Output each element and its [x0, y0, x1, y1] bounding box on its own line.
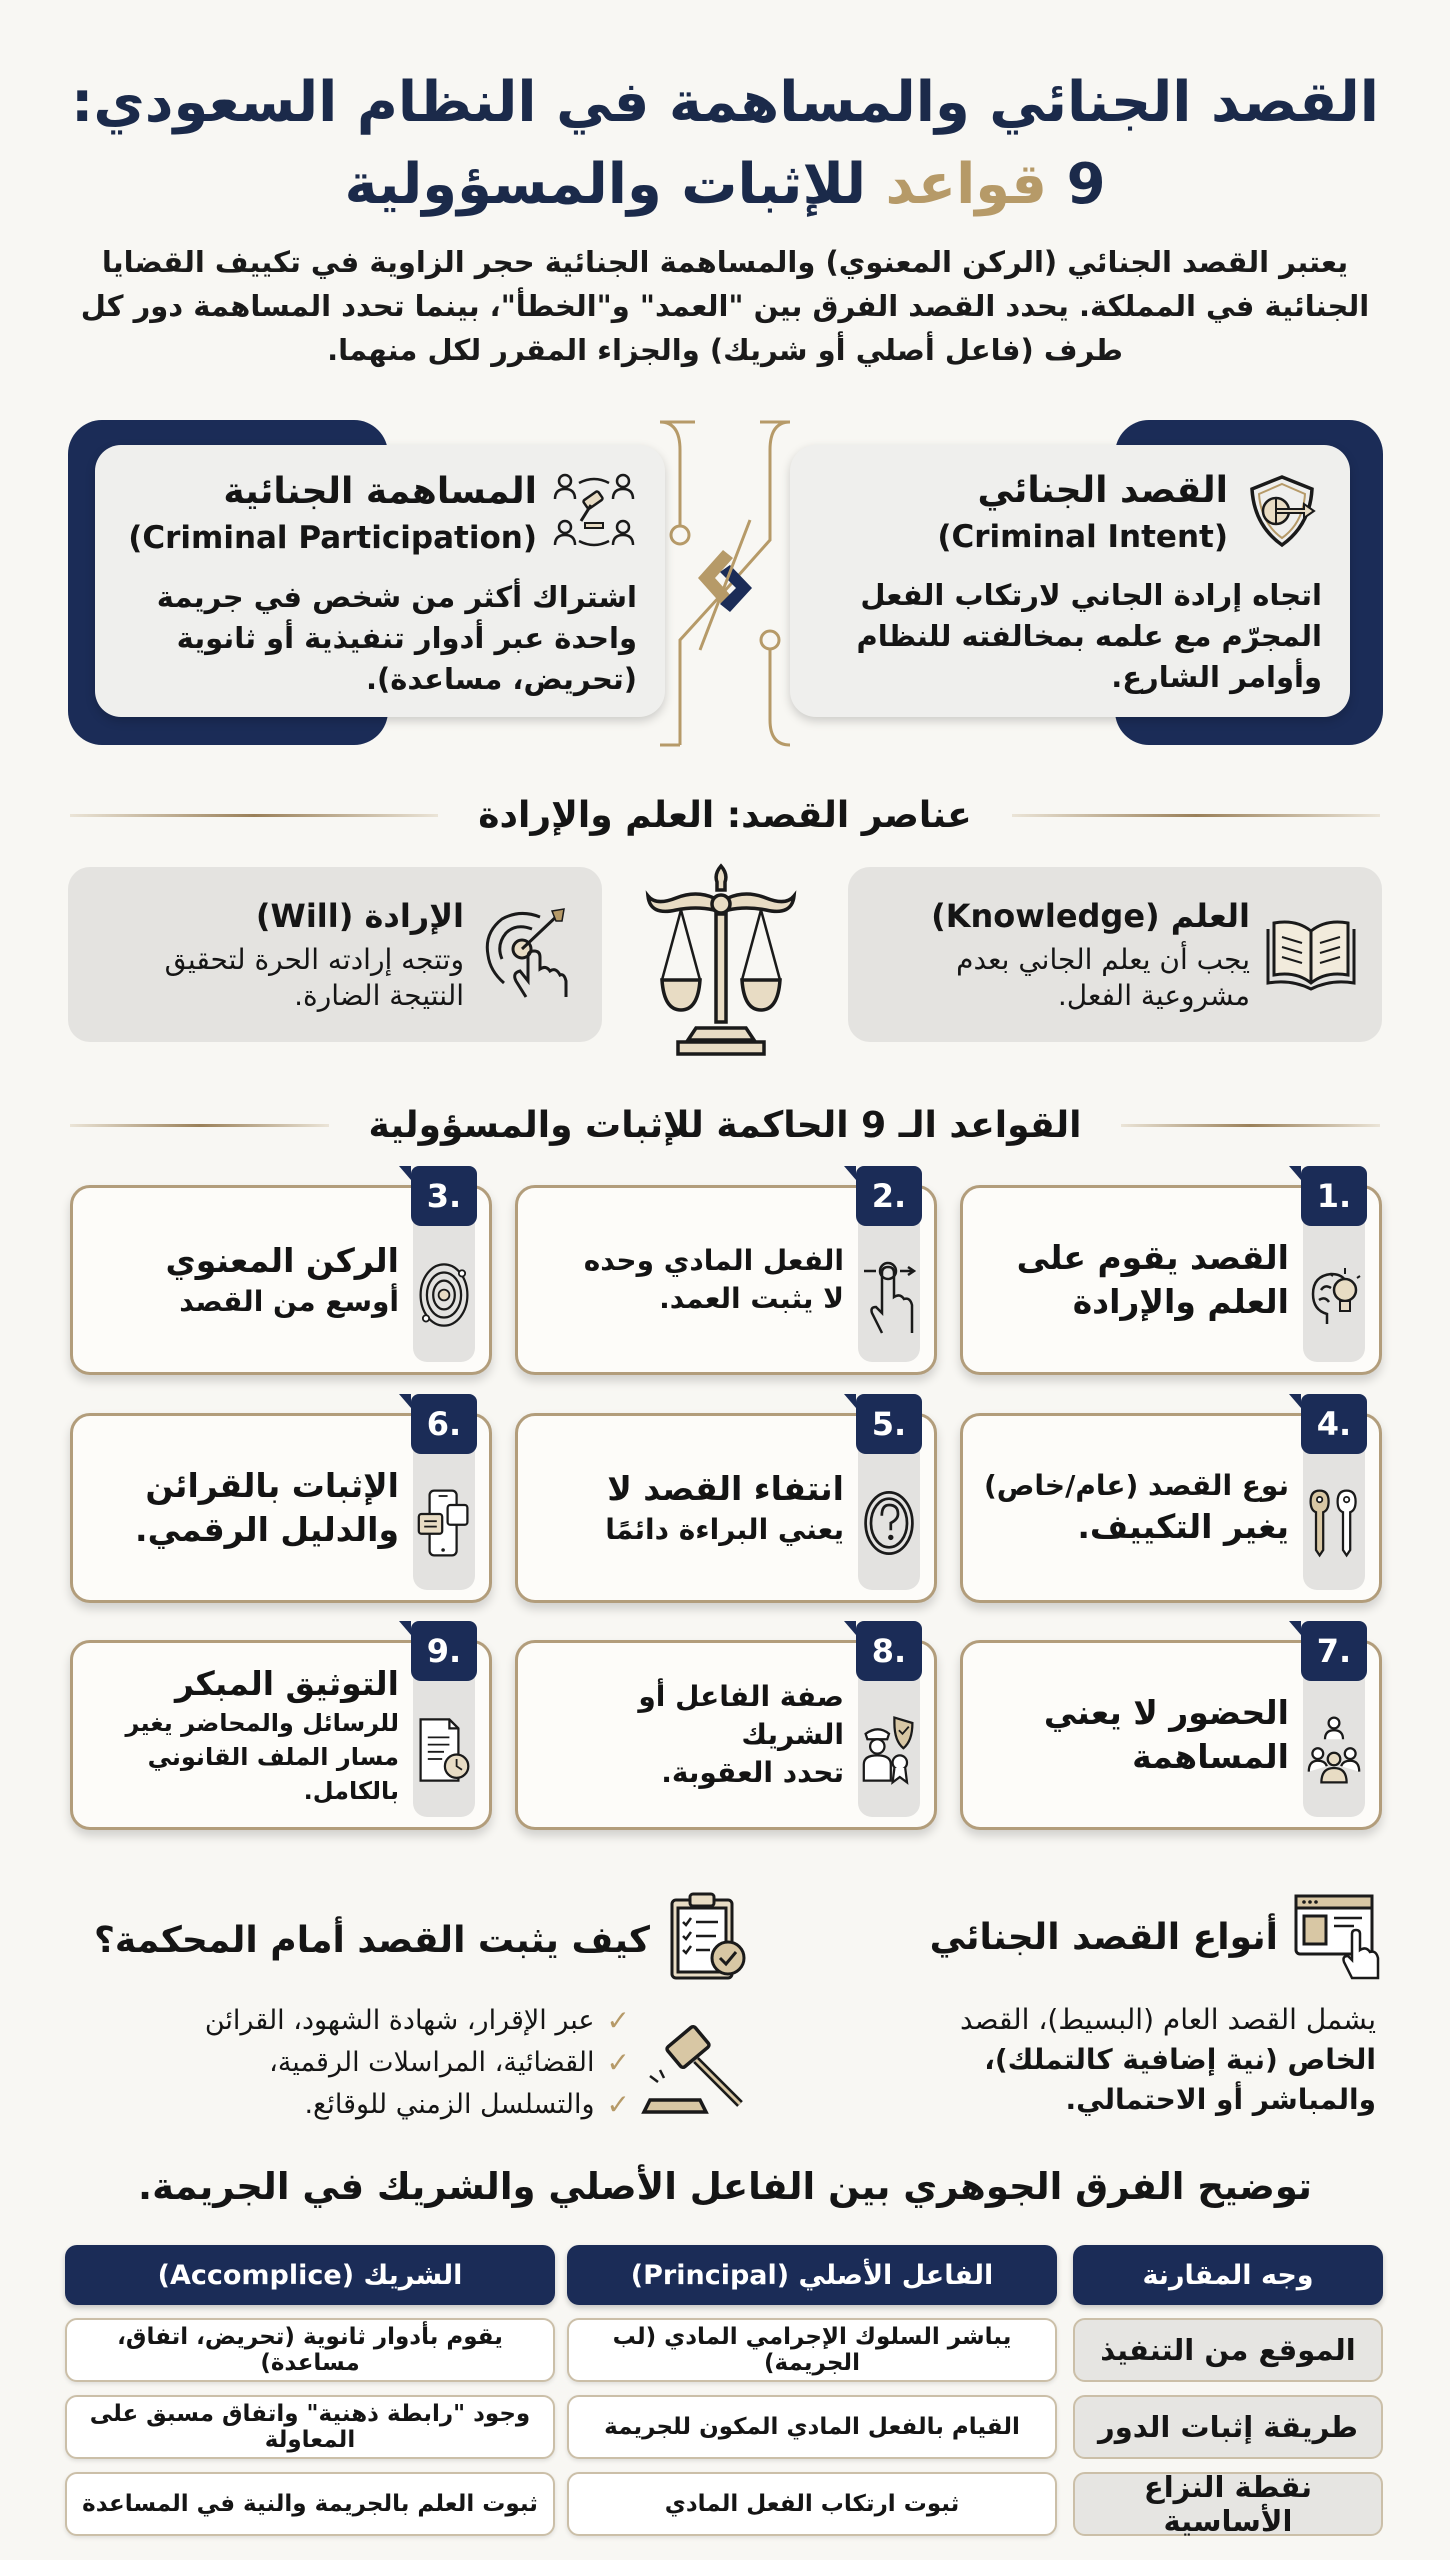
rule-text: لا يثبت العمد.: [659, 1282, 844, 1315]
phone-chat-icon: [417, 1478, 471, 1568]
intent-card: [790, 445, 1350, 717]
check-icon: ✓: [606, 2046, 630, 2079]
intro-paragraph: يعتبر القصد الجنائي (الركن المعنوي) والمساهمة الجنائية حجر الزاوية في تكييف القضايا الجنائية في المملكة. يحدد القصد الفرق بين "العمد" و"الخطأ"، بينما تحدد المساهمة دور كل طرف (فاعل أصلي أو شريك) والجزاء المقرر لكل منهما.: [80, 245, 1370, 367]
participation-description: اشتراك أكثر من شخص في جريمة واحدة عبر أدوار تنفيذية أو ثانوية (تحريض، مساعدة).: [156, 580, 637, 696]
table-cell: ثبوت ارتكاب الفعل المادي: [567, 2472, 1057, 2536]
rule-card-3: [70, 1177, 492, 1375]
rule-text: القصد يقوم على: [1016, 1238, 1289, 1277]
rule-card-2: [515, 1177, 937, 1375]
table-cell: يقوم بأدوار ثانوية (تحريض، اتفاق، مساعدة): [65, 2318, 555, 2382]
title-number: 9: [1066, 152, 1106, 217]
group-gavel-icon: [551, 469, 637, 559]
knowledge-title: العلم (Knowledge): [931, 896, 1250, 935]
rules-heading: [70, 1100, 1380, 1150]
title-rest: للإثبات والمسؤولية: [344, 152, 866, 217]
rule-text: التوثيق المبكر: [175, 1664, 399, 1703]
connector-ornament: [640, 420, 810, 750]
rule-text: الحضور لا يعني: [1043, 1693, 1289, 1732]
rule-text: الركن المعنوي: [165, 1241, 399, 1280]
rule-text: مسار الملف القانوني: [147, 1743, 399, 1771]
head-bulb-icon: [1307, 1250, 1361, 1340]
comparison-title: توضيح الفرق الجوهري بين الفاعل الأصلي والشريك في الجريمة.: [138, 2165, 1312, 2208]
divider-line: [70, 814, 438, 817]
book-icon: [1266, 913, 1356, 997]
title-gold-word: قواعد: [885, 152, 1048, 217]
check-icon: ✓: [606, 2004, 630, 2037]
intent-types-line: الخاص (نية إضافية كالتملك)،: [984, 2043, 1376, 2076]
rule-text: بالكامل.: [303, 1777, 399, 1805]
rule-number-badge: 6.: [411, 1394, 477, 1454]
participation-subtitle: (Criminal Participation): [128, 520, 537, 556]
check-icon: ✓: [606, 2088, 630, 2121]
intent-types-line: يشمل القصد العام (البسيط)، القصد: [959, 2003, 1376, 2036]
proof-item: [90, 2000, 630, 2042]
target-hand-icon: [480, 905, 576, 1005]
officer-badge-icon: [862, 1705, 916, 1795]
rule-card-6: [70, 1405, 492, 1603]
rule-text: تحدد العقوبة.: [661, 1756, 844, 1789]
proof-item-text: والتسلسل الزمني للوقائع.: [304, 2089, 595, 2120]
knowledge-text: يجب أن يعلم الجاني بعدم مشروعية الفعل.: [956, 942, 1250, 1012]
table-cell: ثبوت العلم بالجريمة والنية في المساعدة: [65, 2472, 555, 2536]
rule-text: يعني البراءة دائمًا: [605, 1513, 844, 1546]
knowledge-card: [848, 867, 1382, 1042]
rule-text: يغير التكييف.: [1077, 1507, 1289, 1546]
proof-item: [90, 2042, 630, 2084]
title-line-1: القصد الجنائي والمساهمة في النظام السعودي:: [70, 70, 1379, 135]
table-cell: القيام بالفعل المادي المكون للجريمة: [567, 2395, 1057, 2459]
intent-types-text: [762, 2000, 1376, 2120]
rule-number-badge: 3.: [411, 1166, 477, 1226]
document-clock-icon: [417, 1705, 471, 1795]
divider-line: [70, 1124, 329, 1127]
intent-subtitle: (Criminal Intent): [937, 519, 1228, 555]
table-cell: وجود "رابطة ذهنية" واتفاق مسبق على المعاولة: [65, 2395, 555, 2459]
page-title: [40, 62, 1410, 226]
orbit-icon: [417, 1250, 471, 1340]
intent-types-line: والمباشر أو الاحتمالي.: [1065, 2083, 1376, 2116]
rule-card-4: [960, 1405, 1382, 1603]
keys-icon: [1307, 1478, 1361, 1568]
question-icon: [862, 1478, 916, 1568]
title-line-2: [40, 144, 1410, 226]
shield-brain-icon: [1242, 471, 1322, 555]
table-row-label: نقطة النزاع الأساسية: [1073, 2472, 1383, 2536]
table-header-aspect: وجه المقارنة: [1073, 2245, 1383, 2305]
gavel-icon: [640, 2020, 750, 2124]
proof-title: كيف يثبت القصد أمام المحكمة؟: [94, 1919, 650, 1961]
rule-card-9: [70, 1632, 492, 1830]
rule-number-badge: 2.: [856, 1166, 922, 1226]
checklist-icon: [666, 1890, 750, 1990]
rule-text: العلم والإرادة: [1072, 1282, 1289, 1321]
rule-text: انتفاء القصد لا: [607, 1469, 844, 1508]
rule-text: الإثبات بالقرائن: [145, 1466, 399, 1505]
rule-text: أوسع من القصد: [179, 1285, 399, 1318]
table-header-accomplice: الشريك (Accomplice): [65, 2245, 555, 2305]
proof-item-text: القضائية، المراسلات الرقمية،: [269, 2047, 595, 2078]
rule-number-badge: 7.: [1301, 1621, 1367, 1681]
intent-description: اتجاه إرادة الجاني لارتكاب الفعل المجرّم مع علمه بمخالفته للنظام وأوامر الشارع.: [856, 578, 1322, 694]
will-title: الإرادة (Will): [255, 896, 464, 935]
hand-tap-icon: [862, 1250, 916, 1340]
rule-text: نوع القصد (عام/خاص): [983, 1469, 1289, 1502]
intent-title: القصد الجنائي: [977, 470, 1228, 511]
divider-line: [1012, 814, 1380, 817]
rules-heading-text: القواعد الـ 9 الحاكمة للإثبات والمسؤولية: [368, 1104, 1082, 1146]
proof-item-text: عبر الإقرار، شهادة الشهود، القرائن: [204, 2005, 595, 2036]
rule-text: المساهمة: [1132, 1737, 1289, 1776]
rule-number-badge: 5.: [856, 1394, 922, 1454]
rule-number-badge: 4.: [1301, 1394, 1367, 1454]
proof-section: [90, 1890, 750, 2126]
rule-text: الفعل المادي وحده: [583, 1244, 844, 1277]
table-cell: يباشر السلوك الإجرامي المادي (لب الجريمة): [567, 2318, 1057, 2382]
divider-line: [1121, 1124, 1380, 1127]
proof-list: [90, 2000, 630, 2126]
table-row-label: طريقة إثبات الدور: [1073, 2395, 1383, 2459]
table-row-label: الموقع من التنفيذ: [1073, 2318, 1383, 2382]
rule-text: صفة الفاعل أو الشريك: [638, 1680, 844, 1751]
rule-text: للرسائل والمحاضر يغير: [125, 1709, 399, 1737]
elements-heading: [70, 790, 1380, 840]
rule-text: والدليل الرقمي.: [135, 1510, 399, 1549]
participation-card: [95, 445, 665, 717]
rule-number-badge: 8.: [856, 1621, 922, 1681]
browser-click-icon: [1292, 1890, 1382, 1984]
intent-types-section: [762, 1890, 1382, 2120]
participation-title: المساهمة الجنائية: [223, 471, 537, 512]
will-card: [68, 867, 602, 1042]
intent-types-title: أنواع القصد الجنائي: [929, 1916, 1278, 1958]
table-header-principal: الفاعل الأصلي (Principal): [567, 2245, 1057, 2305]
rule-card-1: [960, 1177, 1382, 1375]
scales-icon: [636, 860, 806, 1064]
elements-heading-text: عناصر القصد: العلم والإرادة: [478, 794, 972, 836]
rule-card-7: [960, 1632, 1382, 1830]
proof-item: [90, 2084, 630, 2126]
will-text: وتتجه إرادته الحرة لتحقيق النتيجة الضارة.: [164, 942, 464, 1012]
people-icon: [1307, 1705, 1361, 1795]
rule-card-8: [515, 1632, 937, 1830]
rule-number-badge: 1.: [1301, 1166, 1367, 1226]
rule-card-5: [515, 1405, 937, 1603]
rule-number-badge: 9.: [411, 1621, 477, 1681]
